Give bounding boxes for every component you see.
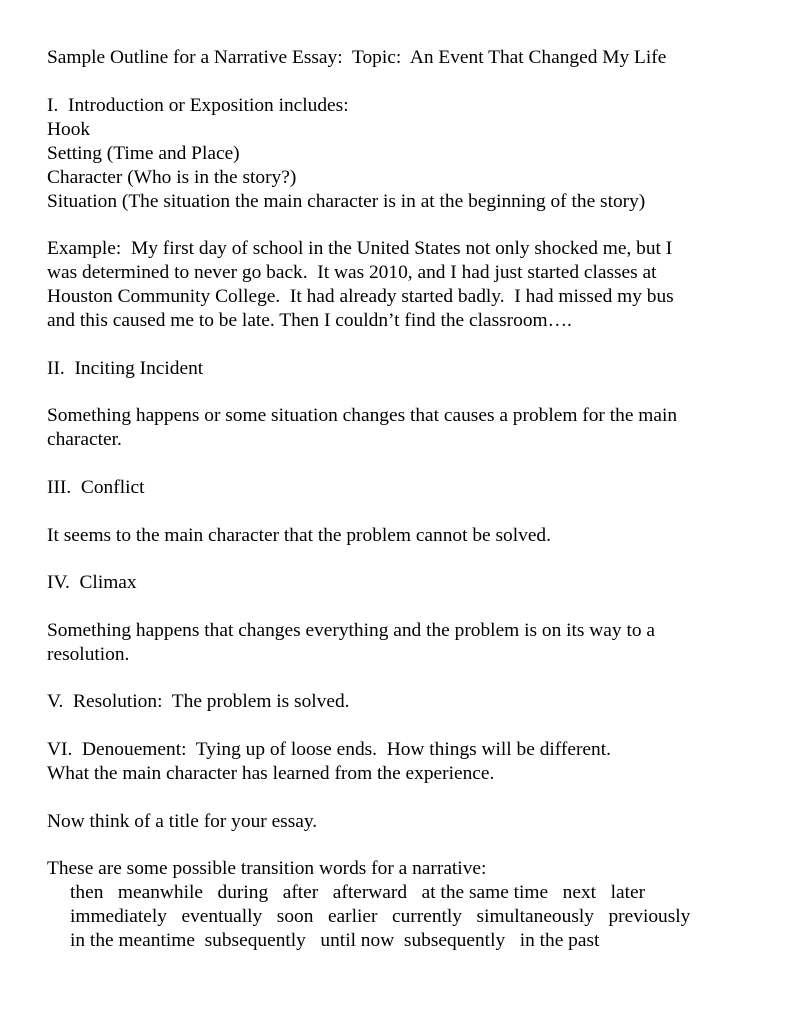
spacer [47,834,747,858]
spacer [47,714,747,738]
section-2-body-line-2: character. [47,429,122,451]
section-2-heading: II. Inciting Incident [47,357,204,379]
section-1-item-setting: Setting (Time and Place) [47,142,240,164]
section-3-heading: III. Conflict [47,476,145,498]
spacer [47,70,747,94]
section-5-heading: V. Resolution: The problem is solved. [47,691,350,713]
spacer [47,595,747,619]
document-body [47,46,747,953]
example-line-3: Houston Community College. It had already started badly. I had missed my bus [47,286,674,308]
section-1-item-situation: Situation (The situation the main character is in at the beginning of the story) [47,190,646,212]
title-prompt: Now think of a title for your essay. [47,810,318,832]
example-line-2: was determined to never go back. It was 2010, and I had just started classes at [47,262,657,284]
spacer [47,381,747,405]
example-line-1: Example: My first day of school in the United States not only shocked me, but I [47,238,673,260]
spacer [47,500,747,524]
section-1-item-hook: Hook [47,118,91,140]
example-line-4: and this caused me to be late. Then I couldn’t find the classroom…. [47,310,572,332]
section-1-item-character: Character (Who is in the story?) [47,166,297,188]
section-3-body-line-1: It seems to the main character that the problem cannot be solved. [47,524,551,546]
transitions-intro: These are some possible transition words for a narrative: [47,858,487,880]
section-1-heading: I. Introduction or Exposition includes: [47,94,349,116]
section-2-body-line-1: Something happens or some situation changes that causes a problem for the main [47,405,678,427]
section-4-body-line-1: Something happens that changes everything and the problem is on its way to a [47,619,655,641]
section-4-body-line-2: resolution. [47,643,130,665]
spacer [47,452,747,476]
spacer [47,333,747,357]
transitions-line-1: then meanwhile during after afterward at the same time next later [70,882,646,904]
section-6-line-1: VI. Denouement: Tying up of loose ends. How things will be different. [47,738,611,760]
section-4-heading: IV. Climax [47,572,137,594]
transitions-line-2: immediately eventually soon earlier currently simultaneously previously [70,906,691,928]
transitions-line-3: in the meantime subsequently until now subsequently in the past [70,930,600,952]
document-title: Sample Outline for a Narrative Essay: Topic: An Event That Changed My Life [47,47,667,68]
section-6-line-2: What the main character has learned from the experience. [47,762,495,784]
spacer [47,548,747,572]
spacer [47,786,747,810]
spacer [47,667,747,691]
spacer [47,214,747,238]
